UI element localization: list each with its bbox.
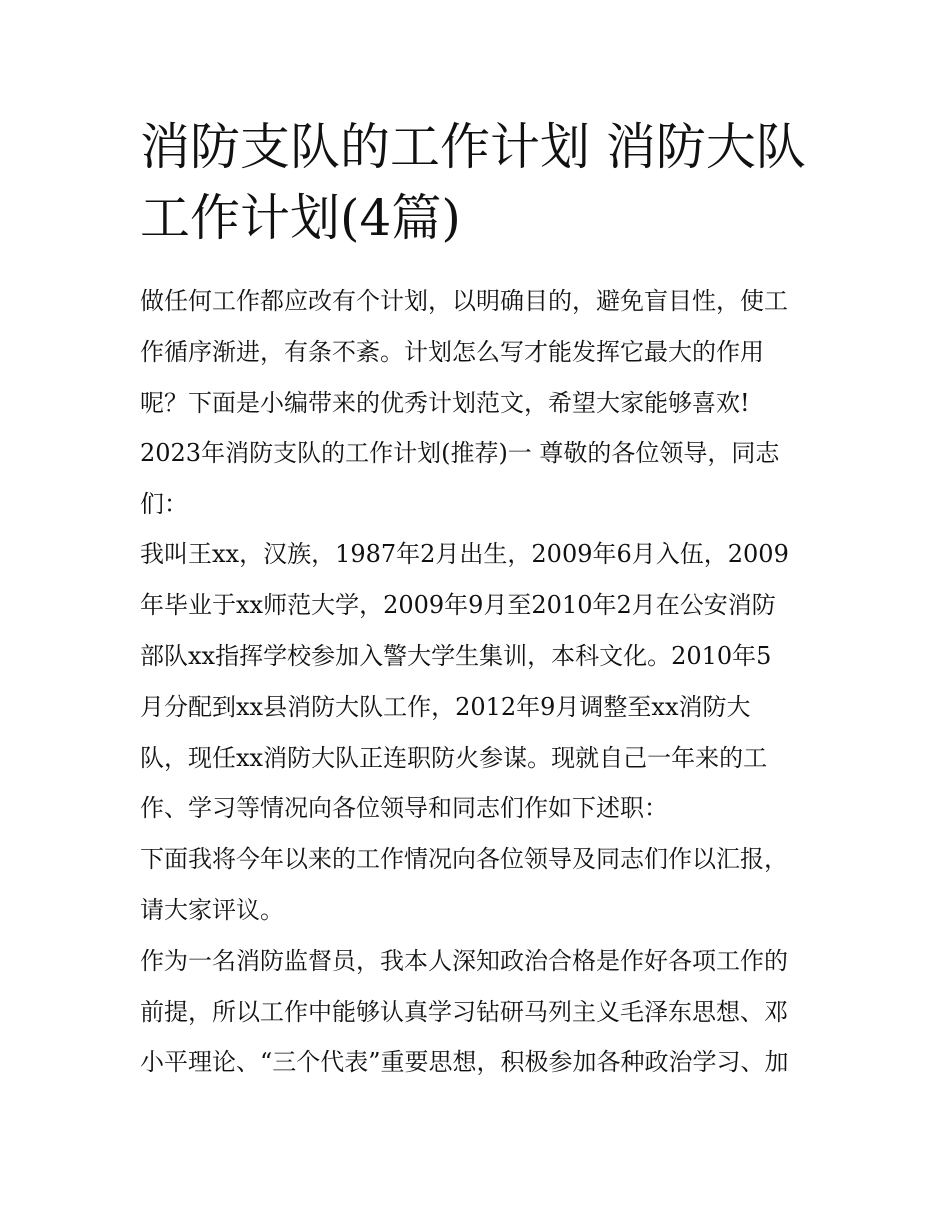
body-line-15: 前提，所以工作中能够认真学习钻研马列主义毛泽东思想、邓	[140, 998, 788, 1026]
body-line-11: 作、学习等情况向各位领导和同志们作如下述职：	[140, 794, 668, 822]
body-line-16: 小平理论、“三个代表”重要思想，积极参加各种政治学习、加	[140, 1048, 789, 1076]
title-line-2: 工作计划(4篇)	[140, 189, 461, 247]
body-line-1: 做任何工作都应改有个计划，以明确目的，避免盲目性，使工	[140, 287, 788, 315]
body-line-14: 作为一名消防监督员，我本人深知政治合格是作好各项工作的	[140, 947, 788, 975]
body-line-6: 我叫王xx，汉族，1987年2月出生，2009年6月入伍，2009	[140, 540, 789, 568]
body-line-4: 2023年消防支队的工作计划(推荐)一 尊敬的各位领导，同志	[140, 439, 780, 467]
title-line-1: 消防支队的工作计划 消防大队	[140, 118, 806, 176]
body-line-12: 下面我将今年以来的工作情况向各位领导及同志们作以汇报，	[140, 845, 788, 873]
body-line-8: 部队xx指挥学校参加入警大学生集训，本科文化。2010年5	[140, 642, 772, 670]
body-line-10: 队，现任xx消防大队正连职防火参谋。现就自己一年来的工	[140, 744, 768, 772]
body-line-7: 年毕业于xx师范大学，2009年9月至2010年2月在公安消防	[140, 591, 776, 619]
body-line-3: 呢？下面是小编带来的优秀计划范文，希望大家能够喜欢!	[140, 389, 750, 417]
body-line-9: 月分配到xx县消防大队工作，2012年9月调整至xx消防大	[140, 693, 751, 721]
body-line-13: 请大家评议。	[140, 896, 284, 924]
body-line-5: 们：	[140, 490, 188, 518]
body-line-2: 作循序渐进，有条不紊。计划怎么写才能发挥它最大的作用	[140, 338, 764, 366]
document-title	[140, 112, 840, 254]
